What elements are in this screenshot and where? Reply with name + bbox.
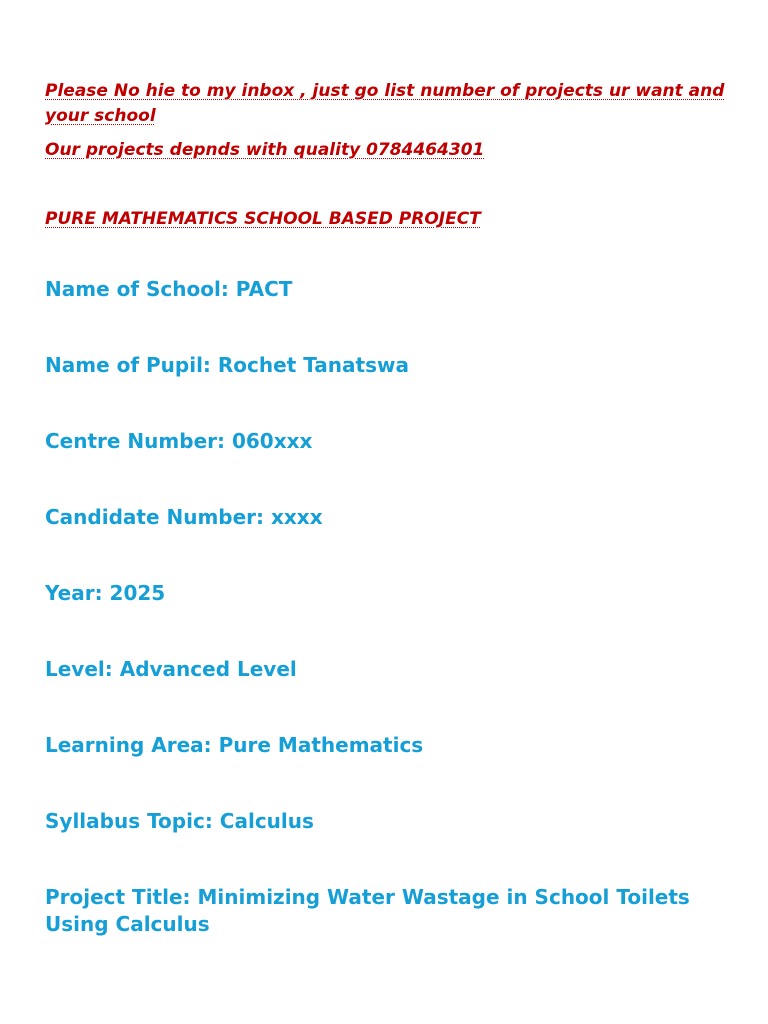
candidate-number-field: Candidate Number: xxxx <box>45 505 323 529</box>
level-field: Level: Advanced Level <box>45 657 297 681</box>
centre-number-field: Centre Number: 060xxx <box>45 429 313 453</box>
quality-contact-notice: Our projects depnds with quality 0784464301 <box>45 140 485 160</box>
learning-area-field: Learning Area: Pure Mathematics <box>45 733 424 757</box>
school-name-field: Name of School: PACT <box>45 277 293 301</box>
pupil-name-field: Name of Pupil: Rochet Tanatswa <box>45 353 409 377</box>
year-field: Year: 2025 <box>45 581 166 605</box>
project-heading: PURE MATHEMATICS SCHOOL BASED PROJECT <box>45 209 481 229</box>
syllabus-topic-field: Syllabus Topic: Calculus <box>45 809 314 833</box>
inbox-notice: Please No hie to my inbox , just go list number of projects ur want and your school <box>45 81 725 126</box>
project-title-field: Project Title: Minimizing Water Wastage in School Toilets Using Calculus <box>45 885 690 936</box>
